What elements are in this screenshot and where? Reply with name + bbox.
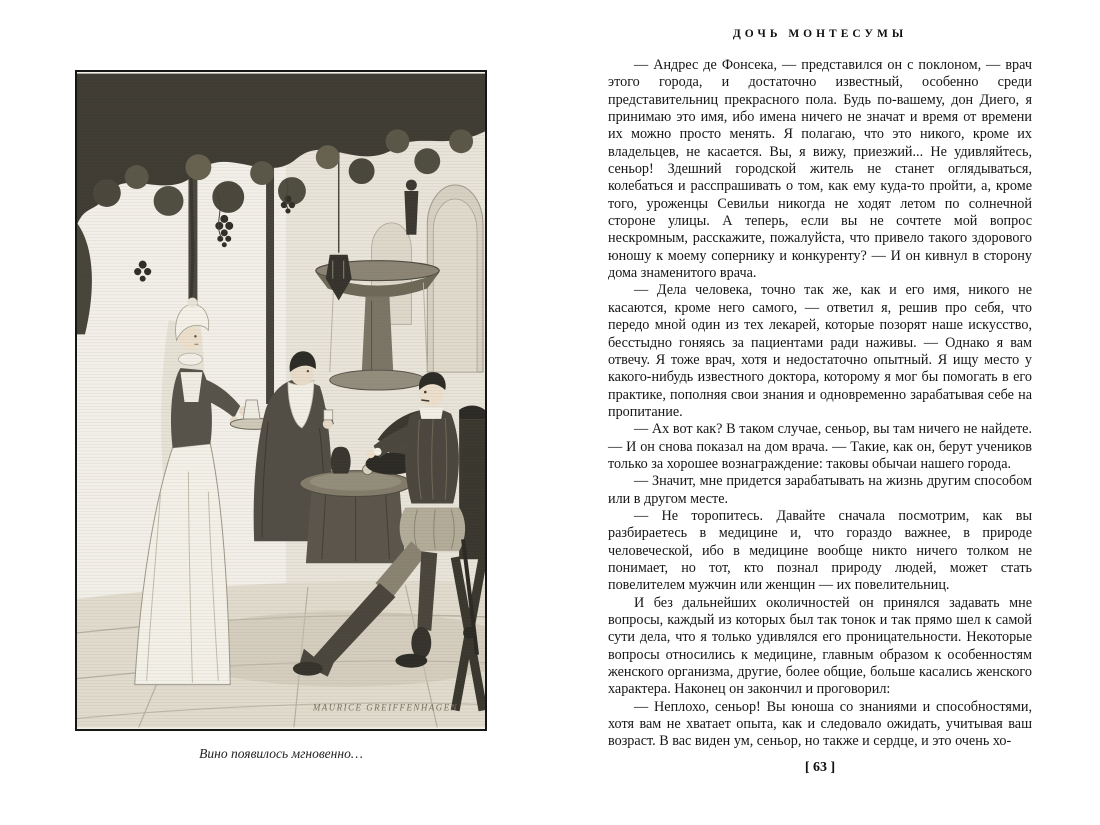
illustrator-signature: MAURICE GREIFFENHAGEN xyxy=(312,702,459,713)
paragraph: — Неплохо, сеньор! Вы юноша со знаниями и способностями, хотя вам не хватает опыта, как и следовало ожидать, учитывая ваш возраст. В вас виден ум, сеньор, но также и сердце, и это очень хо- xyxy=(608,698,1032,750)
paragraph: — Ах вот как? В таком случае, сеньор, вы там ничего не найдете. — И он снова показал на дом врача. — Такие, как он, берут учеников только за хорошее вознаграждение: таковы обычаи нашего города. xyxy=(608,421,1032,472)
running-header: ДОЧЬ МОНТЕСУМЫ xyxy=(732,28,908,40)
paragraph: — Значит, мне придется зарабатывать на жизнь другим способом или в другом месте. xyxy=(608,473,1032,507)
engraving-texture xyxy=(77,74,485,728)
illustration-caption: Вино появилось мгновенно… xyxy=(199,746,363,761)
page-number: [ 63 ] xyxy=(804,760,836,775)
text-column xyxy=(608,57,1032,751)
paragraph: — Андрес де Фонсека, — представился он с поклоном, — врач этого города, и достаточно известный, особенно среди представительниц прекрасного пола. Будь по-вашему, дон Диего, я принимаю это имя, ибо имена ничего не значат и время от времени их можно просто менять. Я полагаю, что это никого, кроме их владельцев, не касается. Вы, я вижу, приезжий... Не удивляйтесь, сеньор! Здешний городской житель не станет оглядываться, колебаться и расспрашивать о том, как ему куда-то пройти, а, кроме того, уроженцы Севильи никогда не ходят летом по солнечной стороне улицы. А теперь, если вы не сочтете мой вопрос нескромным, расскажите, пожалуйста, что привело такого здорового юношу к моему сопернику и конкуренту? — И он кивнул в сторону дома знаменитого врача. xyxy=(608,57,1032,282)
left-page xyxy=(75,70,487,762)
paragraph: — Не торопитесь. Давайте сначала посмотрим, как вы разбираетесь в медицине и, что гораздо важнее, в природе человеческой, ибо в медицине вообще никто ничего толком не понимает, но тот, кто познал природу людей, может стать повелителем мужчин или женщин — их повелительниц. xyxy=(608,507,1032,594)
right-page xyxy=(608,28,1032,776)
illustration-frame xyxy=(75,70,487,731)
illustration xyxy=(75,70,487,762)
paragraph: И без дальнейших околичностей он принялся задавать мне вопросы, каждый из которых был так тонок и так прямо шел к самой сути дела, что я только удивлялся его проницательности. Некоторые вопросы относились к медицине, главным образом к особенностям женского организма, другие, более общие, больше касались женского характера. Наконец он закончил и проговорил: xyxy=(608,594,1032,698)
engraving-image xyxy=(77,72,485,729)
paragraph: — Дела человека, точно так же, как и его имя, никого не касаются, кроме него самого, — ответил я, решив про себя, что передо мной один из тех лекарей, которые позорят наше искусство, бесстыдно гоняясь за пациентами ради наживы. — Однако я вам отвечу. Я тоже врач, хотя и недостаточно опытный. Я ищу место у какого-нибудь известного доктора, которому я мог бы помогать в его практике, пополняя свои знания и одновременно зарабатывая себе на пропитание. xyxy=(608,282,1032,420)
